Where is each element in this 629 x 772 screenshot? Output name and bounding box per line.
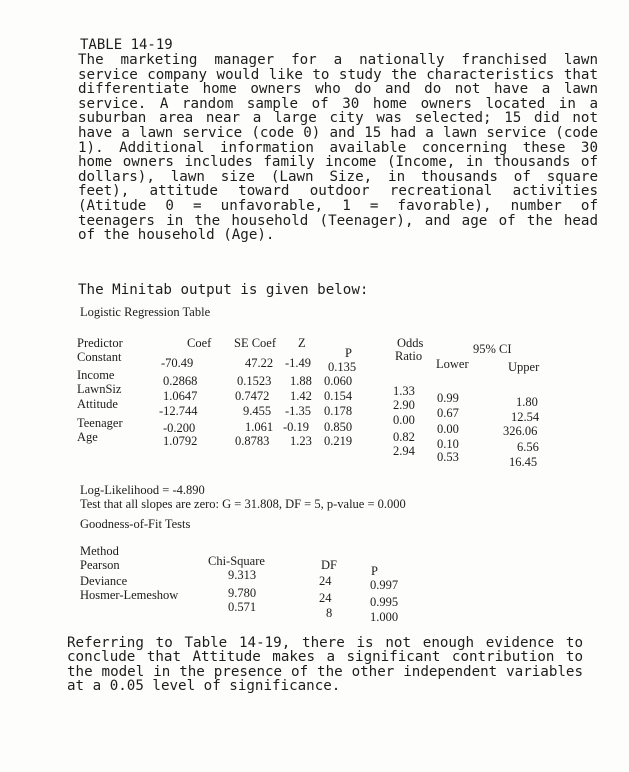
ci-lower-value: 0.00	[437, 422, 459, 436]
se-coef-value: 0.1523	[237, 374, 272, 388]
se-coef-value: 9.455	[243, 404, 272, 418]
p-value: 0.178	[324, 404, 353, 418]
ci-upper-value: 12.54	[511, 410, 540, 424]
ci-lower-value: 0.99	[437, 391, 459, 405]
gof-title: Goodness-of-Fit Tests	[80, 517, 191, 531]
coef-value: -70.49	[161, 356, 194, 370]
gof-chi-value: 9.313	[228, 568, 257, 582]
p-value: 0.060	[324, 374, 353, 388]
gof-method: Hosmer-Lemeshow	[80, 588, 179, 602]
table-title: TABLE 14-19	[80, 37, 173, 53]
z-value: -1.35	[285, 404, 312, 418]
gof-method: Deviance	[80, 574, 128, 588]
predictor-name: LawnSiz	[77, 382, 122, 396]
p-value: 0.135	[328, 360, 357, 374]
predictor-name: Teenager	[77, 416, 123, 430]
slopes-test: Test that all slopes are zero: G = 31.808, DF = 5, p-value = 0.000	[80, 497, 406, 511]
log-likelihood: Log-Likelihood = -4.890	[80, 483, 205, 497]
ci-lower-value: 0.10	[437, 437, 459, 451]
gof-chi-value: 0.571	[228, 600, 257, 614]
odds-ratio-value: 0.00	[393, 413, 415, 427]
header-se-coef: SE Coef	[234, 336, 277, 350]
p-value: 0.850	[324, 420, 353, 434]
gof-header-chi: Chi-Square	[208, 554, 265, 568]
gof-p-value: 1.000	[370, 610, 399, 624]
header-coef: Coef	[187, 336, 212, 350]
odds-ratio-value: 2.90	[393, 398, 415, 412]
minitab-output-line: The Minitab output is given below:	[78, 282, 369, 298]
coef-value: 0.2868	[163, 374, 198, 388]
gof-df-value: 8	[326, 606, 333, 620]
gof-chi-value: 9.780	[228, 586, 257, 600]
gof-header-method: Method	[80, 544, 119, 558]
p-value: 0.219	[324, 434, 353, 448]
ci-lower-value: 0.53	[437, 450, 459, 464]
header-z: Z	[298, 336, 306, 350]
gof-df-value: 24	[319, 591, 332, 605]
predictor-name: Constant	[77, 350, 122, 364]
header-predictor: Predictor	[77, 336, 123, 350]
logistic-regression-table	[77, 336, 597, 476]
header-p: P	[345, 346, 352, 360]
se-coef-value: 1.061	[245, 420, 274, 434]
predictor-name: Income	[77, 368, 115, 382]
p-value: 0.154	[324, 389, 353, 403]
z-value: 1.88	[290, 374, 312, 388]
gof-header-p: P	[371, 564, 378, 578]
gof-df-value: 24	[319, 574, 332, 588]
coef-value: -0.200	[163, 421, 196, 435]
header-ratio: Ratio	[395, 349, 423, 363]
coef-value: 1.0792	[163, 434, 198, 448]
header-upper: Upper	[508, 360, 540, 374]
odds-ratio-value: 2.94	[393, 444, 415, 458]
odds-ratio-value: 0.82	[393, 430, 415, 444]
gof-method: Pearson	[80, 558, 120, 572]
gof-p-value: 0.995	[370, 595, 399, 609]
ci-upper-value: 6.56	[517, 440, 539, 454]
header-lower: Lower	[436, 357, 469, 371]
intro-text: The marketing manager for a nationally franchised lawn service company would like to study the characteristics that differentiate home owners who do and do not have a lawn service. A random sample of 30 home owners located in a suburban area near a large city was selected; 15 did not have a lawn service (code 0) and 15 had a lawn service (code 1). Additional information available concerning these 30 home owners includes family income (Income, in thousands of dollars), lawn size (Lawn Size, in thousands of square feet), attitude toward outdoor recreational activities (Atitude 0 = unfavorable, 1 = favorable), number of teenagers in the household (Teenager), and age of the head of the household (Age).	[78, 52, 598, 244]
se-coef-value: 0.7472	[235, 389, 270, 403]
header-ci: 95% CI	[473, 342, 512, 356]
ci-lower-value: 0.67	[437, 406, 459, 420]
coef-value: -12.744	[159, 404, 198, 418]
logistic-table-title: Logistic Regression Table	[80, 305, 211, 319]
gof-p-value: 0.997	[370, 578, 399, 592]
se-coef-value: 47.22	[245, 356, 274, 370]
z-value: -1.49	[285, 356, 312, 370]
gof-header-df: DF	[321, 558, 337, 572]
se-coef-value: 0.8783	[235, 434, 270, 448]
coef-value: 1.0647	[163, 389, 198, 403]
z-value: 1.23	[290, 434, 312, 448]
z-value: -0.19	[283, 420, 310, 434]
ci-upper-value: 16.45	[509, 455, 538, 469]
odds-ratio-value: 1.33	[393, 384, 415, 398]
ci-upper-value: 1.80	[516, 395, 538, 409]
predictor-name: Attitude	[77, 397, 118, 411]
goodness-of-fit-table	[80, 544, 500, 634]
intro-paragraph	[78, 53, 598, 243]
question-paragraph	[67, 636, 583, 694]
predictor-name: Age	[77, 430, 98, 444]
z-value: 1.42	[290, 389, 312, 403]
question-text: Referring to Table 14-19, there is not enough evidence to conclude that Attitude makes a significant contribution to the model in the presence of the other independent variables at a 0.05 level of significance.	[67, 635, 583, 695]
header-odds: Odds	[397, 336, 424, 350]
ci-upper-value: 326.06	[503, 424, 538, 438]
